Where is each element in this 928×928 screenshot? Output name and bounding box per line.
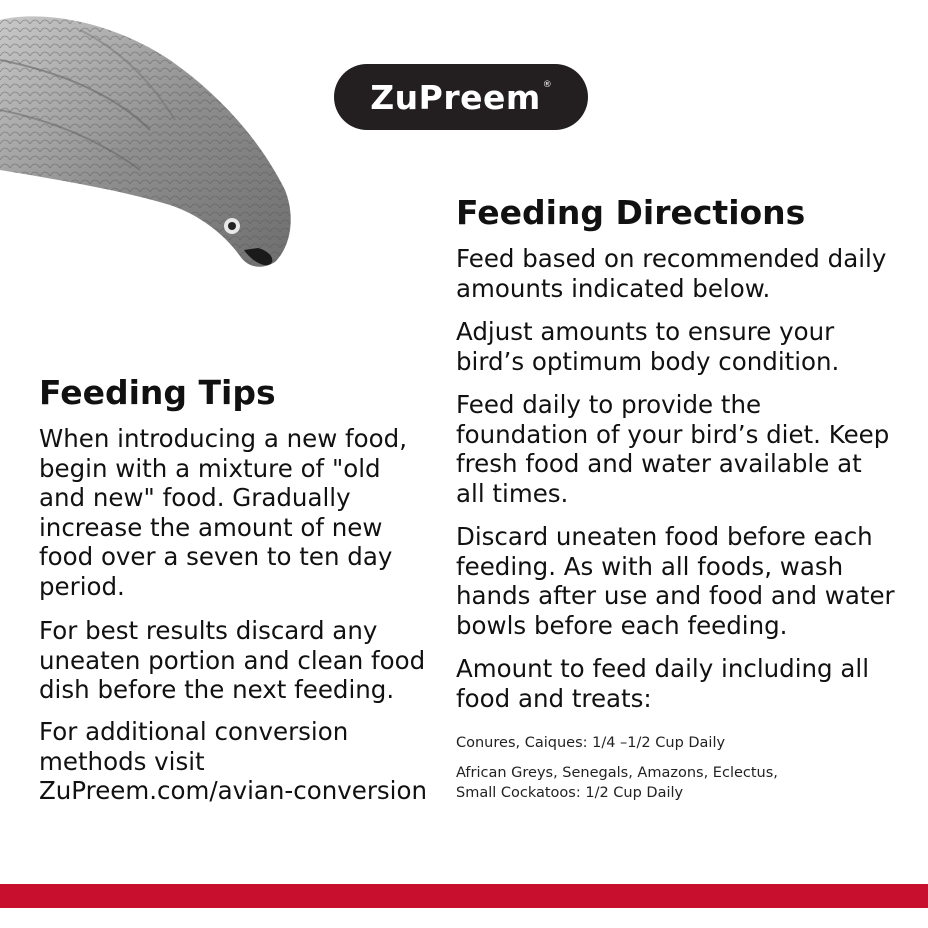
feeding-directions-heading: Feeding Directions (456, 193, 806, 232)
parrot-image (0, 0, 310, 280)
brand-color-band (0, 884, 928, 908)
directions-paragraph-5: Amount to feed daily including all food and treats: (456, 654, 870, 713)
amount-conures: Conures, Caiques: 1/4 –1/2 Cup Daily (456, 735, 726, 751)
tips-paragraph-1: When introducing a new food, begin with a mixture of "old and new" food. Gradually increase the amount of new food over a seven to ten day period. (39, 424, 408, 601)
directions-paragraph-3: Feed daily to provide the foundation of your bird’s diet. Keep fresh food and water available at all times. (456, 390, 890, 508)
amount-african-greys: African Greys, Senegals, Amazons, Eclectus, Small Cockatoos: 1/2 Cup Daily (456, 765, 778, 801)
registered-mark: ® (542, 80, 552, 90)
tips-paragraph-2: For best results discard any uneaten portion and clean food dish before the next feeding. (39, 616, 426, 704)
tips-paragraph-3: For additional conversion methods visit ZuPreem.com/avian-conversion (39, 717, 427, 805)
directions-paragraph-4: Discard uneaten food before each feeding. As with all foods, wash hands after use and food and water bowls before each feeding. (456, 522, 895, 640)
feeding-tips-heading: Feeding Tips (39, 373, 276, 412)
logo-text: ZuPreem (370, 77, 541, 117)
zupreem-logo (334, 64, 588, 130)
directions-paragraph-2: Adjust amounts to ensure your bird’s optimum body condition. (456, 317, 840, 376)
directions-paragraph-1: Feed based on recommended daily amounts indicated below. (456, 244, 887, 303)
